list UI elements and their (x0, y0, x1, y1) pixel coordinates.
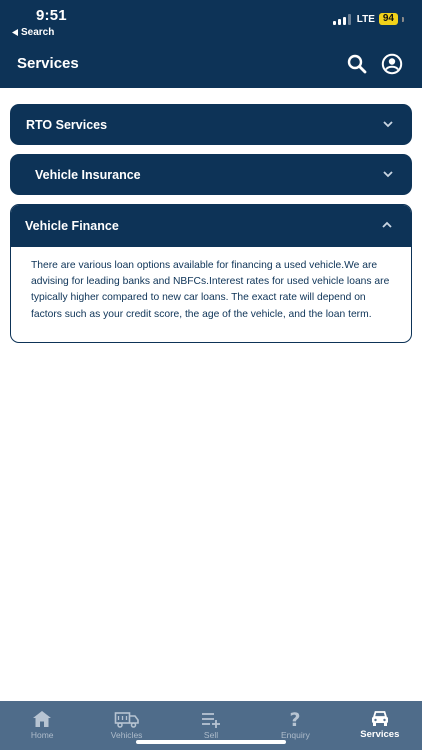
accordion-header[interactable] (11, 205, 411, 247)
battery-level: 94 (379, 13, 398, 25)
accordion-vehicle-insurance[interactable] (10, 154, 412, 195)
tab-label: Vehicles (110, 730, 143, 740)
home-icon (31, 709, 53, 729)
chevron-up-icon (381, 219, 393, 231)
chevron-down-icon (382, 118, 394, 130)
signal-icon (333, 14, 351, 25)
app-header (0, 0, 422, 88)
tab-label: Sell (203, 730, 219, 740)
back-label: Search (21, 27, 55, 38)
accordion-rto-services[interactable] (10, 104, 412, 145)
home-indicator[interactable] (136, 740, 286, 744)
account-icon[interactable] (381, 53, 403, 75)
accordion-vehicle-finance (10, 204, 412, 343)
status-indicators (333, 13, 404, 25)
page-title: Services (17, 55, 79, 72)
accordion-title: Vehicle Finance (25, 219, 119, 233)
svg-text:?: ? (289, 709, 301, 729)
truck-icon (114, 709, 140, 729)
tab-services[interactable] (338, 701, 422, 750)
battery-tip-icon (402, 17, 404, 22)
back-triangle-icon (12, 29, 18, 36)
tab-label: Services (360, 729, 400, 740)
back-to-search[interactable] (12, 27, 54, 38)
status-time: 9:51 (36, 7, 67, 24)
accordion-title: Vehicle Insurance (35, 168, 141, 182)
search-icon[interactable] (346, 53, 368, 75)
tab-label: Enquiry (281, 730, 310, 740)
accordion-body-text: There are various loan options available for financing a used vehicle.We are advising for leading banks and NBFCs.Interest rates for used vehicle loans are typically higher compared to new car loans. The exact rate will depend on factors such as your credit score, the age of the vehicle, and the loan term. (31, 260, 390, 320)
car-icon (369, 709, 391, 729)
tab-home[interactable] (0, 701, 84, 750)
question-icon (284, 709, 306, 729)
tab-label: Home (30, 730, 54, 740)
list-add-icon (200, 709, 222, 729)
chevron-down-icon (382, 168, 394, 180)
network-type: LTE (356, 13, 375, 25)
accordion-title: RTO Services (26, 118, 108, 132)
